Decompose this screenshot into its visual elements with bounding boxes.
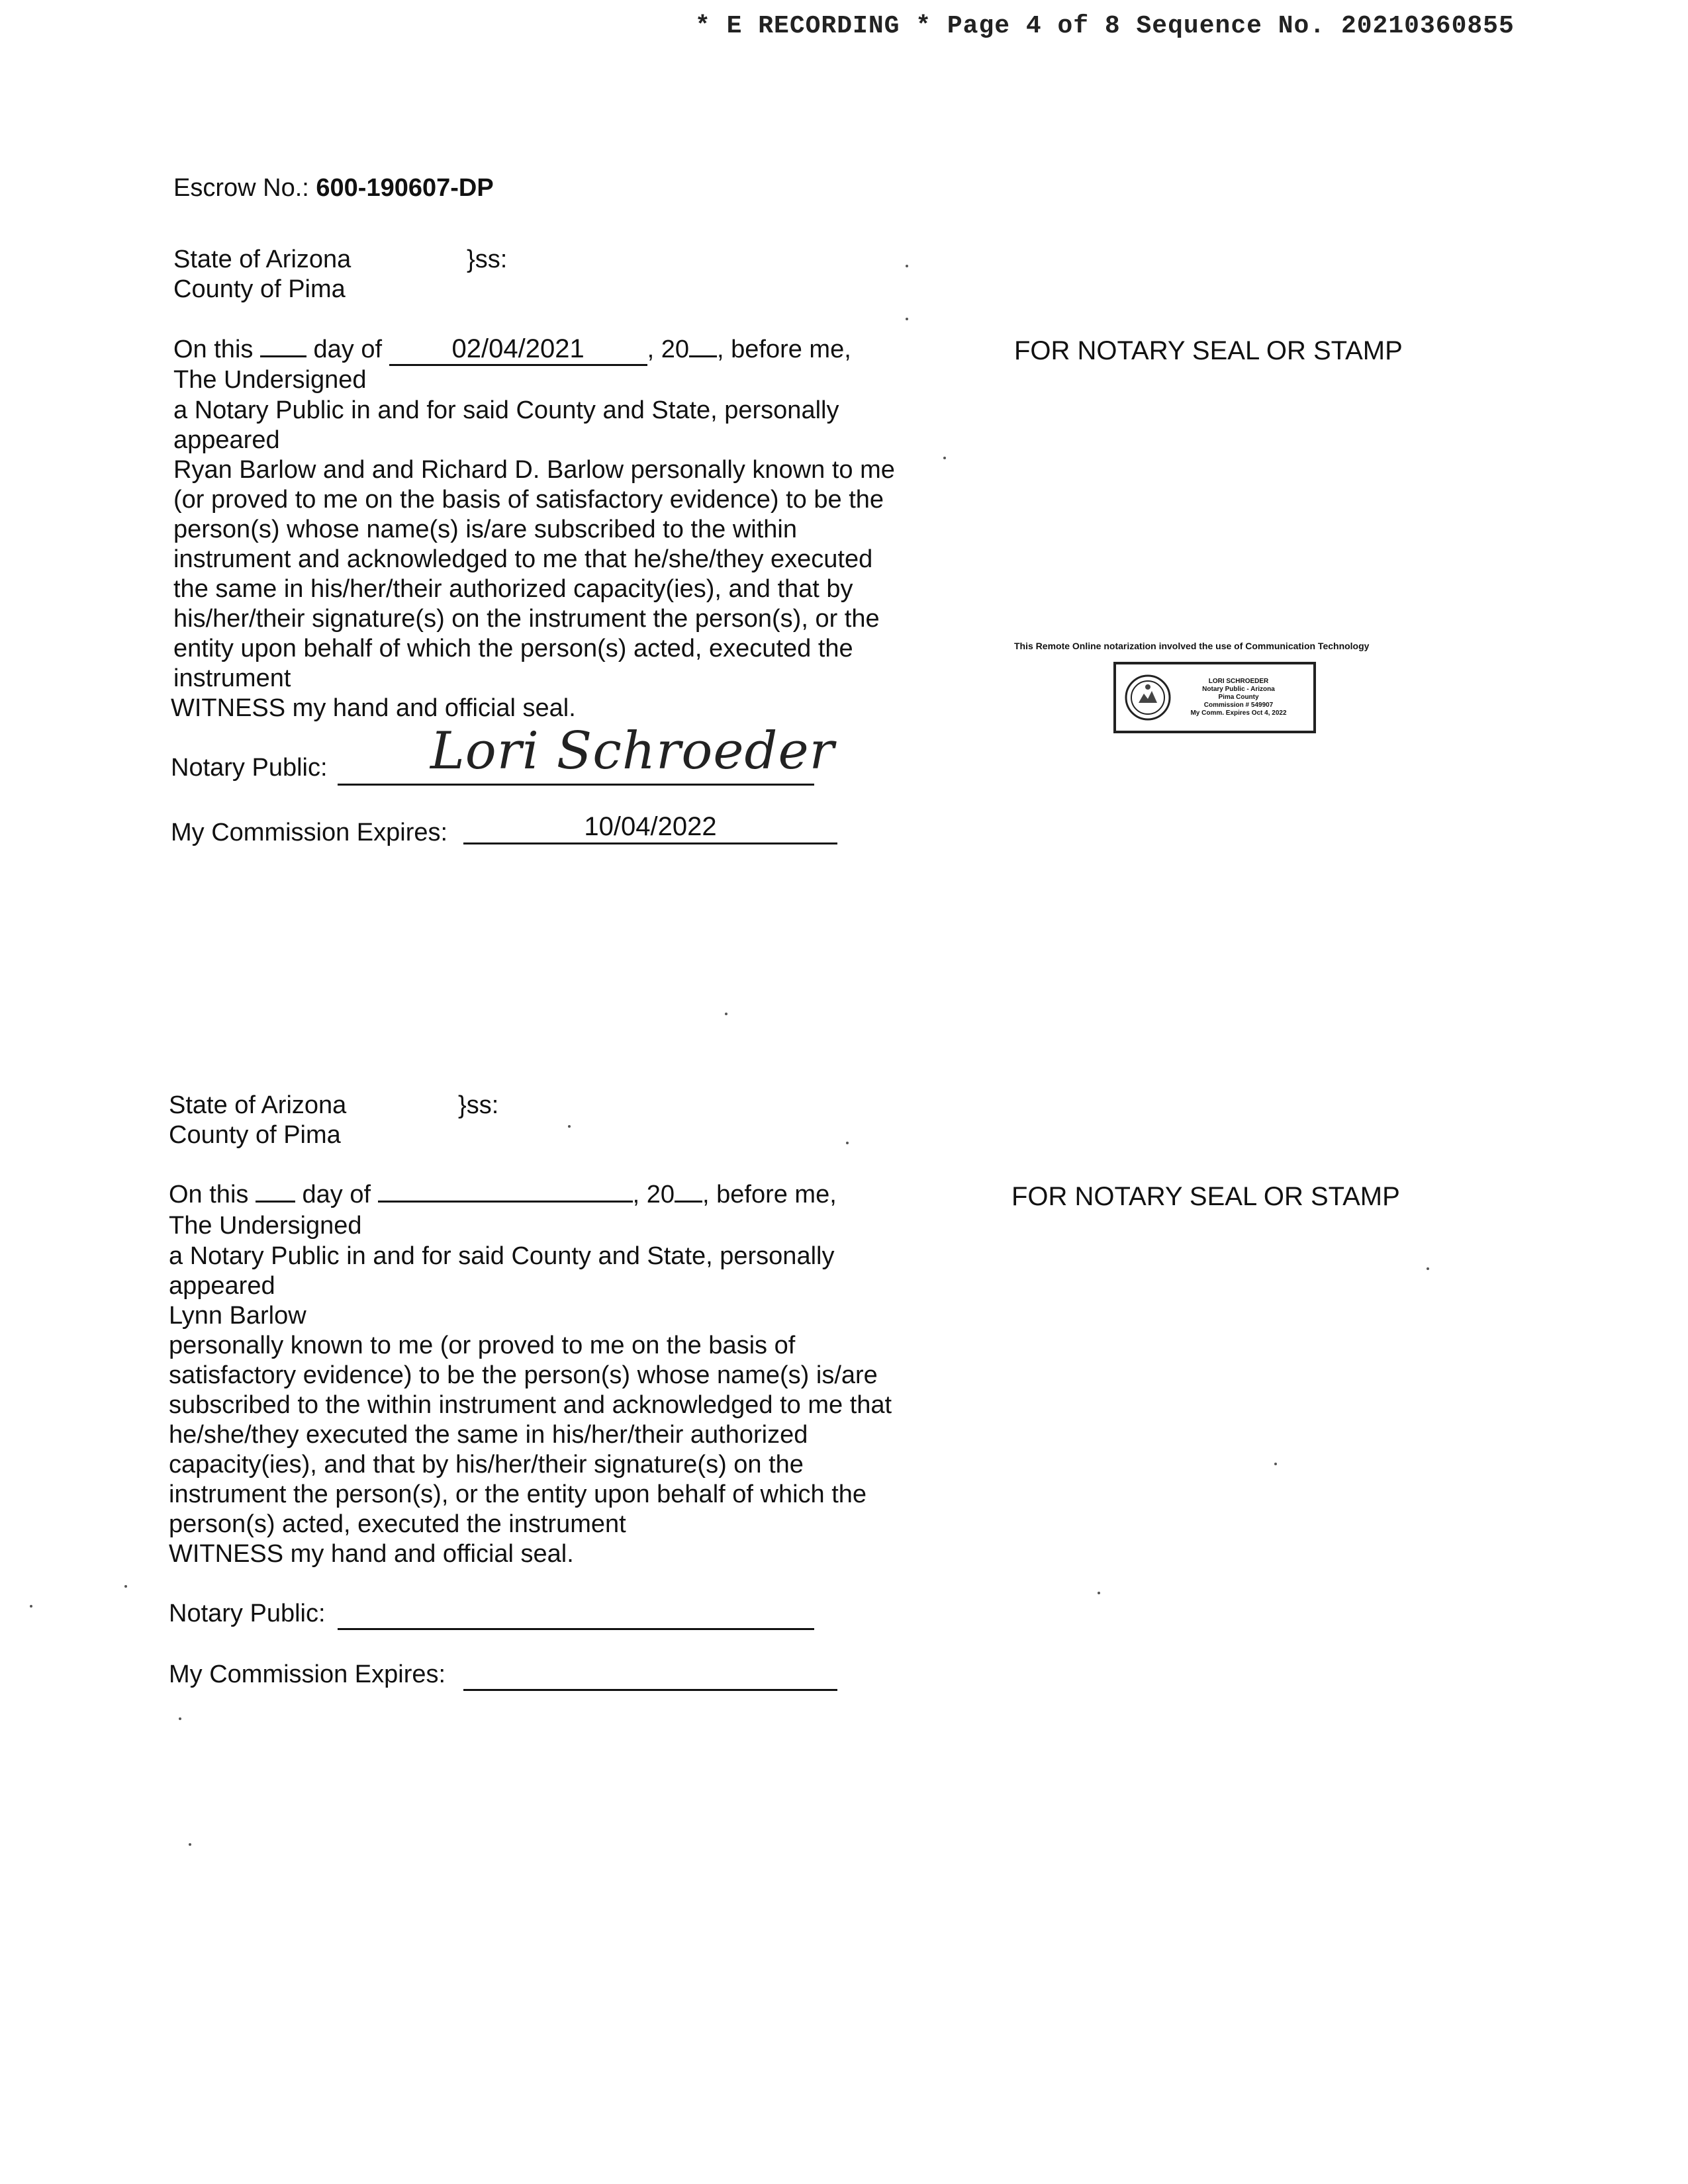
scan-speck: [725, 1013, 727, 1015]
on-this-line-2: [169, 1180, 837, 1210]
before-me-label: , before me,: [702, 1181, 837, 1208]
seal-heading-2: FOR NOTARY SEAL OR STAMP: [1011, 1182, 1400, 1211]
notary-signature-line-2: [338, 1600, 814, 1630]
scan-speck: [943, 457, 946, 459]
stamp-name: LORI SCHROEDER: [1208, 678, 1269, 685]
scan-speck: [906, 318, 908, 320]
undersigned-2: The Undersigned: [169, 1212, 362, 1240]
year-blank: [675, 1201, 702, 1203]
stamp-expires: My Comm. Expires Oct 4, 2022: [1190, 709, 1287, 717]
witness-1: WITNESS my hand and official seal.: [171, 694, 576, 722]
date-blank-2: [378, 1201, 633, 1203]
arizona-seal-icon: [1124, 674, 1172, 721]
scan-speck: [1098, 1592, 1100, 1594]
state-2: State of Arizona: [169, 1091, 347, 1119]
ss-1: }ss:: [467, 246, 508, 273]
day-blank: [256, 1201, 295, 1203]
ss-2: }ss:: [458, 1091, 499, 1119]
day-of-label: day of: [313, 336, 383, 363]
scan-speck: [189, 1843, 191, 1846]
stamp-text: [1172, 678, 1305, 717]
date-fill-1: 02/04/2021: [389, 334, 647, 366]
commission-label-1: My Commission Expires:: [171, 819, 448, 846]
escrow-line: [173, 173, 494, 203]
before-me-label: , before me,: [717, 336, 851, 363]
escrow-number: 600-190607-DP: [316, 174, 494, 202]
notary-signature: Lori Schroeder: [430, 721, 835, 781]
acknowledgment-body-1: a Notary Public in and for said County and State, personally appeared Ryan Barlow and and Richard D. Barlow personally known to me (or proved to me on the basis of satisfactory evidence) to be the person(s) whose name(s) is/are subscribed to the within instrument and acknowledged to me that he/she/they executed the same in his/her/their authorized capacity(ies), and that by his/her/their signature(s) on the instrument the person(s), or the entity upon behalf of which the person(s) acted, executed the instrument: [173, 396, 895, 692]
day-of-label: day of: [302, 1181, 371, 1208]
notary-stamp: [1113, 662, 1316, 733]
twenty-label: , 20: [647, 336, 689, 363]
acknowledgment-body-2: a Notary Public in and for said County and State, personally appeared Lynn Barlow personally known to me (or proved to me on the basis of satisfactory evidence) to be the person(s) whose name(s) is/are subscribed to the within instrument and acknowledged to me that he/she/they executed the same in his/her/their authorized capacity(ies), and that by his/her/their signature(s) on the instrument the person(s), or the entity upon behalf of which the person(s) acted, executed the instrument: [169, 1242, 892, 1538]
county-2: County of Pima: [169, 1121, 341, 1149]
state-1: State of Arizona: [173, 246, 352, 273]
notary-public-label-1: Notary Public:: [171, 754, 328, 782]
stamp-county: Pima County: [1218, 694, 1259, 701]
stamp-title: Notary Public - Arizona: [1202, 686, 1275, 693]
scan-speck: [1274, 1463, 1277, 1465]
scan-speck: [906, 265, 908, 267]
scan-speck: [1427, 1267, 1429, 1270]
twenty-label: , 20: [632, 1181, 675, 1208]
seal-heading-1: FOR NOTARY SEAL OR STAMP: [1014, 336, 1403, 365]
on-this-label: On this: [173, 336, 254, 363]
day-blank: [260, 355, 306, 357]
stamp-commission: Commission # 549907: [1203, 702, 1274, 709]
commission-blank-2: [463, 1661, 837, 1691]
county-1: County of Pima: [173, 275, 346, 303]
on-this-label: On this: [169, 1181, 249, 1208]
commission-label-2: My Commission Expires:: [169, 1661, 446, 1688]
commission-date-1: 10/04/2022: [463, 811, 837, 844]
stamp-caption: This Remote Online notarization involved the use of Communication Technology: [1014, 641, 1370, 651]
undersigned-1: The Undersigned: [173, 366, 367, 394]
scan-speck: [846, 1142, 849, 1144]
on-this-line-1: [173, 334, 851, 366]
scan-speck: [568, 1125, 571, 1128]
scan-speck: [124, 1585, 127, 1588]
escrow-label: Escrow No.:: [173, 174, 309, 202]
year-blank: [689, 355, 717, 357]
recording-header: * E RECORDING * Page 4 of 8 Sequence No. 20210360855: [695, 12, 1515, 40]
witness-2: WITNESS my hand and official seal.: [169, 1540, 574, 1568]
scan-speck: [179, 1717, 181, 1720]
scan-speck: [30, 1605, 32, 1608]
notary-public-label-2: Notary Public:: [169, 1600, 326, 1627]
